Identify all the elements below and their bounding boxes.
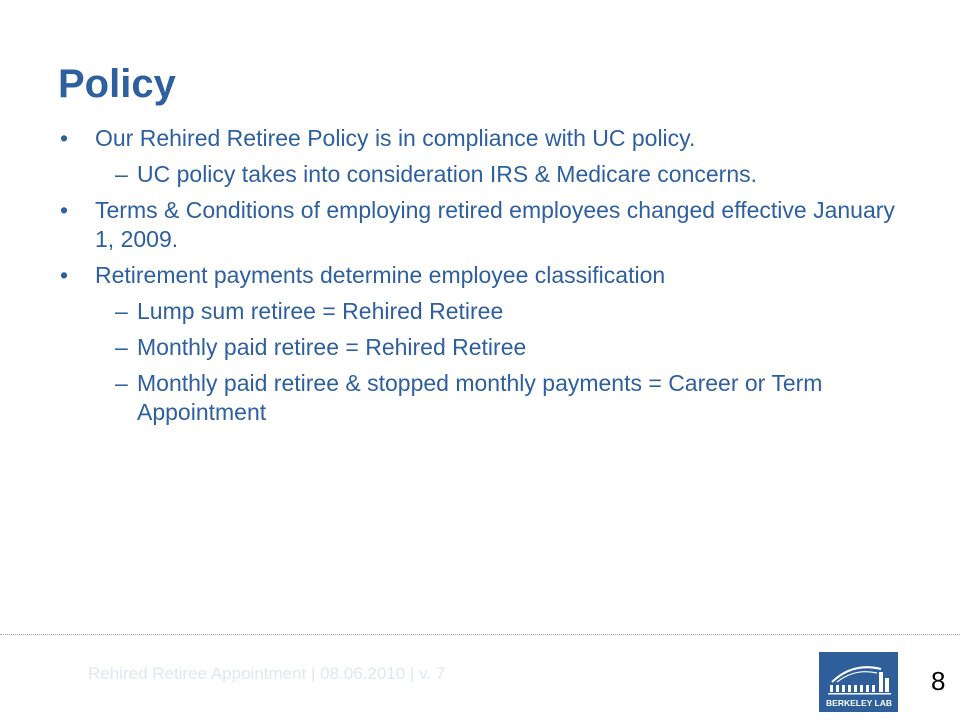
bullet-text: Our Rehired Retiree Policy is in compliance with UC policy. [95,125,696,151]
bullet-text: Retirement payments determine employee classification [95,262,666,288]
logo-base-line [828,693,891,695]
sub-bullet-item [58,333,898,362]
bullet-item [58,261,898,290]
sub-bullet-text: UC policy takes into consideration IRS & Medicare concerns. [137,161,758,187]
sub-bullet-item [58,369,898,427]
bullet-item [58,196,898,254]
sub-bullet-item [58,297,898,326]
logo-text: BERKELEY LAB [826,698,892,708]
sub-bullet-marker: – [115,298,128,324]
sub-bullet-text: Monthly paid retiree = Rehired Retiree [137,334,527,360]
bullet-marker: • [60,262,69,288]
bullet-text: Terms & Conditions of employing retired employees changed effective January 1, 2009. [95,197,895,252]
sub-bullet-item [58,160,898,189]
sub-bullet-text: Monthly paid retiree & stopped monthly payments = Career or Term Appointment [137,370,823,425]
bullet-marker: • [60,125,69,151]
sub-bullet-marker: – [115,334,128,360]
bullet-list [58,124,898,427]
sub-bullet-marker: – [115,370,128,396]
sub-bullet-text: Lump sum retiree = Rehired Retiree [137,298,504,324]
bullet-item [58,124,898,153]
slide-title: Policy [58,62,176,106]
footer-divider [0,634,960,635]
footer-text: Rehired Retiree Appointment | 08.06.2010 | v. 7 [88,664,446,683]
berkeley-lab-logo [819,652,898,712]
page-number: 8 [931,666,946,696]
bullet-marker: • [60,197,69,223]
sub-bullet-marker: – [115,161,128,187]
